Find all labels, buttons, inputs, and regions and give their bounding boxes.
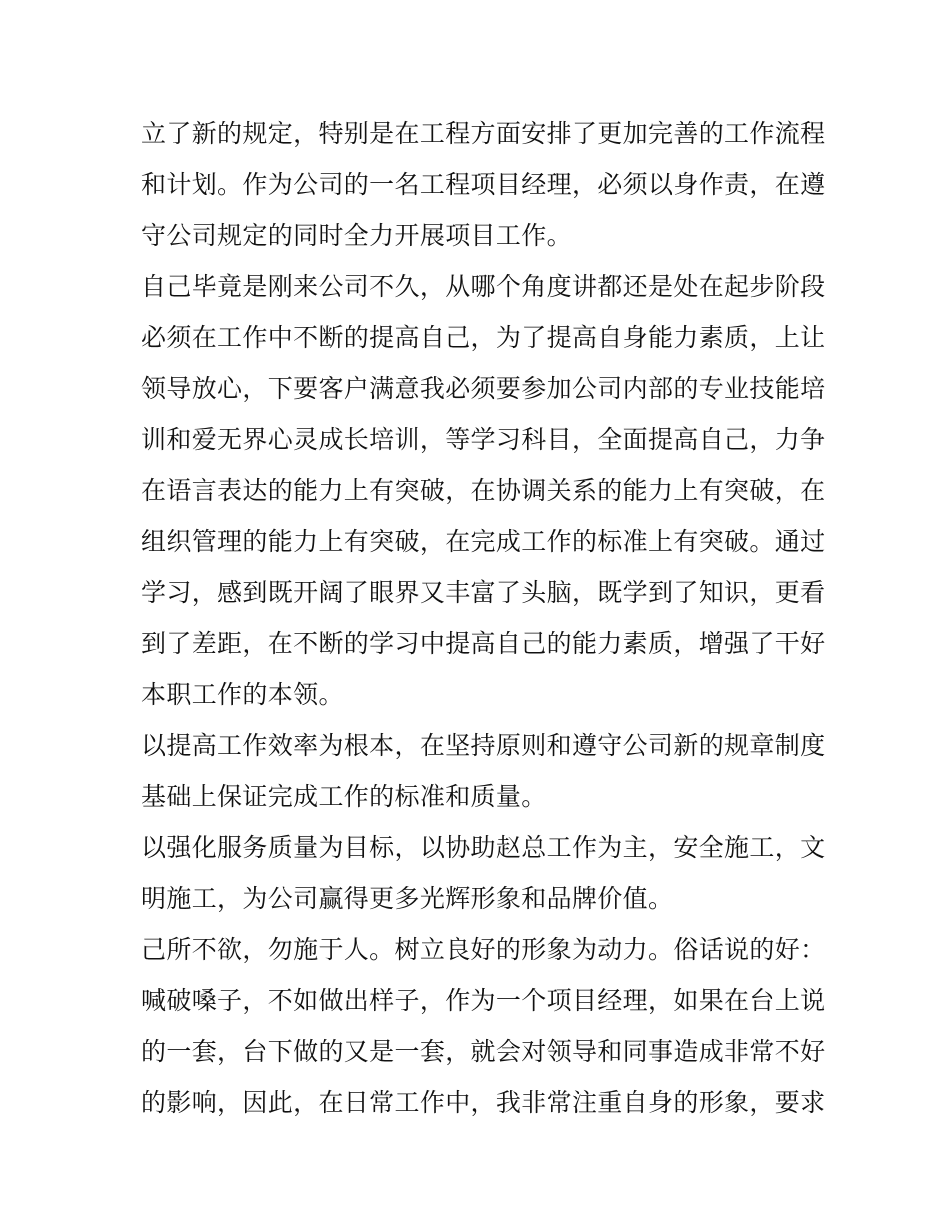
text-line-3: 守公司规定的同时全力开展项目工作。 [141, 221, 572, 250]
text-line-6: 领导放心，下要客户满意我必须要参加公司内部的专业技能培 [141, 374, 826, 403]
text-line-15: 以强化服务质量为目标，以协助赵总工作为主，安全施工，文 [141, 833, 826, 862]
text-line-2: 和计划。作为公司的一名工程项目经理，必须以身作责，在遵 [141, 170, 826, 199]
text-line-4: 自己毕竟是刚来公司不久，从哪个角度讲都还是处在起步阶段 [141, 272, 826, 301]
text-line-12: 本职工作的本领。 [141, 680, 344, 709]
text-line-17: 己所不欲，勿施于人。树立良好的形象为动力。俗话说的好： [141, 935, 826, 964]
text-line-8: 在语言表达的能力上有突破，在协调关系的能力上有突破，在 [141, 476, 826, 505]
text-line-19: 的一套，台下做的又是一套，就会对领导和同事造成非常不好 [141, 1037, 826, 1066]
text-line-5: 必须在工作中不断的提高自己，为了提高自身能力素质，上让 [141, 323, 826, 352]
text-line-1: 立了新的规定，特别是在工程方面安排了更加完善的工作流程 [141, 119, 826, 148]
text-line-7: 训和爱无界心灵成长培训，等学习科目，全面提高自己，力争 [141, 425, 826, 454]
text-line-13: 以提高工作效率为根本，在坚持原则和遵守公司新的规章制度 [141, 731, 826, 760]
text-line-9: 组织管理的能力上有突破，在完成工作的标准上有突破。通过 [141, 527, 826, 556]
text-line-16: 明施工，为公司赢得更多光辉形象和品牌价值。 [141, 884, 674, 913]
text-line-14: 基础上保证完成工作的标准和质量。 [141, 782, 547, 811]
text-line-10: 学习，感到既开阔了眼界又丰富了头脑，既学到了知识，更看 [141, 578, 826, 607]
text-line-20: 的影响，因此，在日常工作中，我非常注重自身的形象，要求 [141, 1088, 826, 1117]
document-body [141, 108, 826, 1128]
text-line-11: 到了差距，在不断的学习中提高自己的能力素质，增强了干好 [141, 629, 826, 658]
text-line-18: 喊破嗓子，不如做出样子，作为一个项目经理，如果在台上说 [141, 986, 826, 1015]
